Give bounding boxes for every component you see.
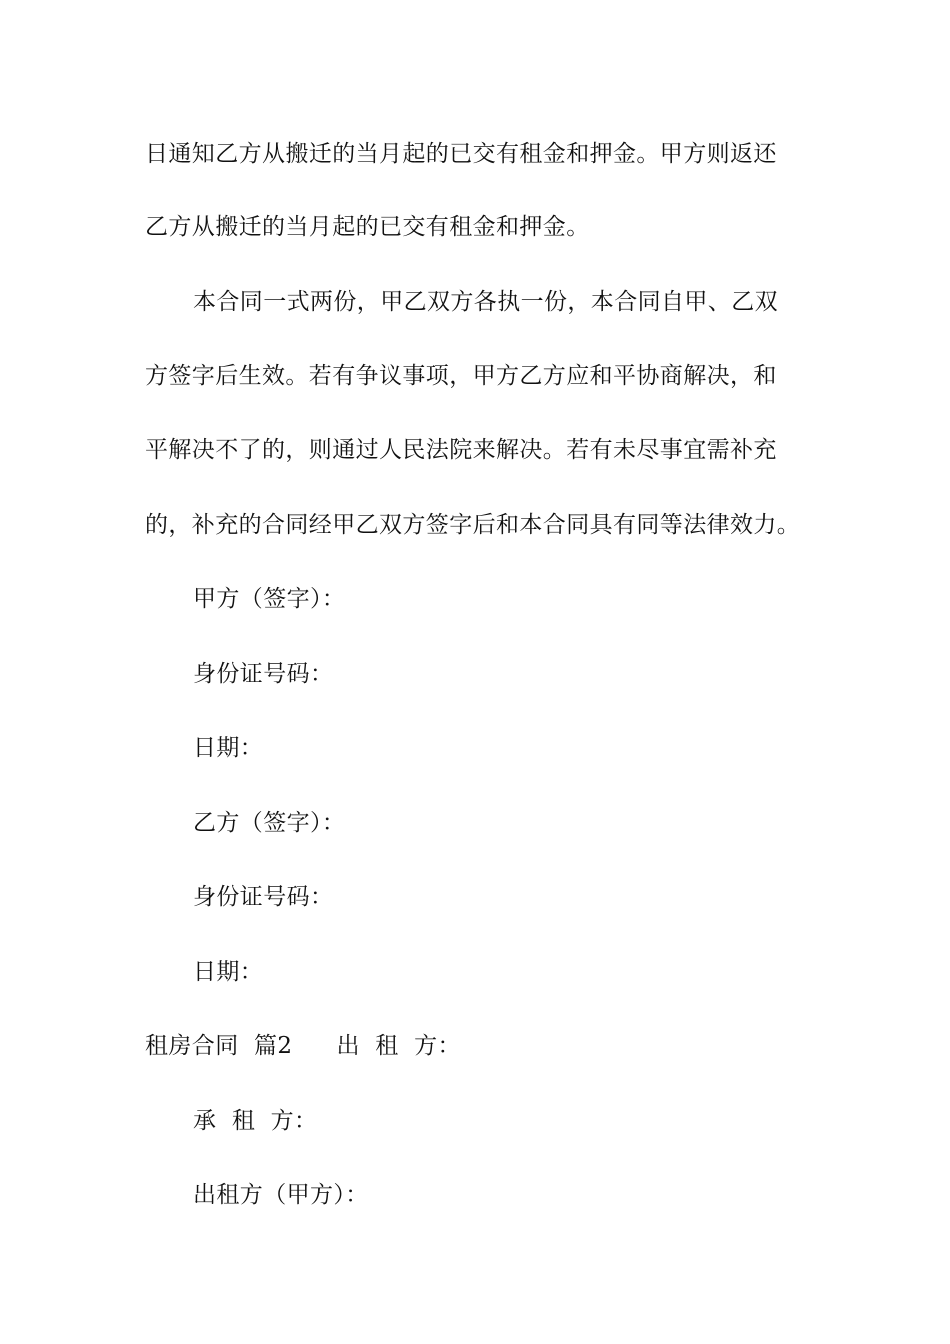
lessee-label: 承 租 方： — [193, 1108, 318, 1134]
party-a-date-label: 日期： — [193, 735, 264, 761]
paragraph-line: 乙方从搬迁的当月起的已交有租金和押金。 — [145, 214, 590, 240]
lessor-label: 出 租 方： — [336, 1033, 461, 1059]
paragraph-line: 的，补充的合同经甲乙双方签字后和本合同具有同等法律效力。 — [145, 512, 801, 538]
party-a-sign-label: 甲方（签字）： — [193, 586, 346, 612]
section-heading-row — [145, 1031, 461, 1061]
paragraph-line: 平解决不了的，则通过人民法院来解决。若有未尽事宜需补充 — [145, 437, 777, 463]
party-b-sign-label: 乙方（签字）： — [193, 810, 346, 836]
paragraph-line: 日通知乙方从搬迁的当月起的已交有租金和押金。甲方则返还 — [145, 141, 777, 167]
party-b-id-label: 身份证号码： — [193, 884, 334, 910]
section-heading: 租房合同 篇2 — [145, 1033, 293, 1059]
party-a-id-label: 身份证号码： — [193, 661, 334, 687]
lessor-party-a-label: 出租方（甲方）： — [193, 1182, 369, 1208]
party-b-date-label: 日期： — [193, 959, 264, 985]
paragraph-line: 本合同一式两份，甲乙双方各执一份，本合同自甲、乙双 — [193, 289, 778, 315]
paragraph-line: 方签字后生效。若有争议事项，甲方乙方应和平协商解决，和 — [145, 363, 777, 389]
